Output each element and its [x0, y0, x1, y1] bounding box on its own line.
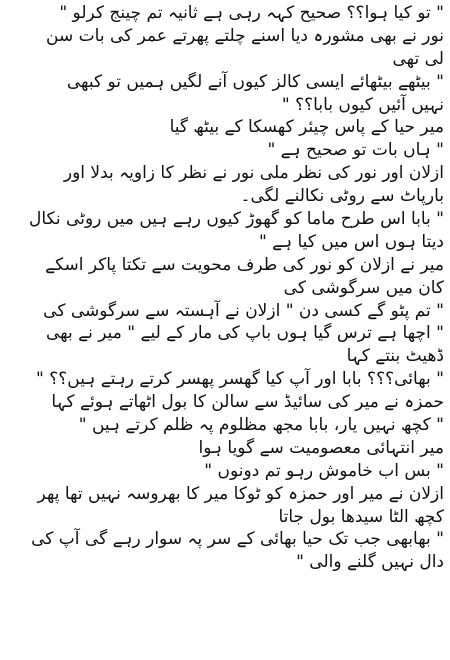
- text-line: کچھ الٹا سیدھا بول جاتا: [278, 506, 444, 527]
- text-line: بارپاٹ سے روٹی نکالنے لگی۔: [240, 186, 444, 207]
- text-line: " اچھا ہے ترس گیا ہوں باپ کی مار کے لیے " میر نے بھی: [46, 323, 444, 344]
- text-line: حمزہ نے میر کی سائیڈ سے سالن کا بول اٹھاتے ہوئے کہا: [51, 392, 444, 413]
- text-line: " تو کیا ہوا؟؟ صحیح کہہ رہی ہے ثانیہ تم چینج کرلو ": [59, 3, 444, 23]
- text-line: " بس اب خاموش رہو تم دونوں ": [204, 460, 444, 481]
- text-line: میر حیا کے پاس چیئر کھسکا کے بیٹھ گیا: [169, 117, 444, 138]
- text-line: میر نے ازلان کو نور کی طرف محویت سے تکتا پاکر اسکے: [45, 254, 444, 275]
- text-line: کان میں سرگوشی کی: [283, 277, 444, 298]
- text-line: " بھائی؟؟؟ بابا اور آپ کیا گھسر پھسر کرتے رہتے ہیں؟؟ ": [36, 369, 444, 390]
- text-line: نور نے بھی مشورہ دیا اسنے چلتے پھرتے عمر کی بات سن: [46, 25, 444, 46]
- text-line: " کچھ نہیں یار، بابا مجھ مظلوم پہ ظلم کرتے ہیں ": [78, 415, 444, 436]
- text-line: ازلان اور نور کی نظر ملی نور نے نظر کا زاویہ بدلا اور: [63, 163, 444, 184]
- text-line: دیتا ہوں اس میں کیا ہے ": [258, 231, 444, 252]
- text-line: " تم پٹو گے کسی دن " ازلان نے آہستہ سے سرگوشی کی: [43, 300, 444, 321]
- text-line: نہیں آئیں کیوں بابا؟؟ ": [281, 94, 444, 115]
- text-line: لی تھی: [392, 48, 444, 69]
- text-line: " بیٹھے بیٹھائے ایسی کالز کیوں آنے لگیں ہمیں تو کبھی: [66, 71, 444, 92]
- text-line: ڈھیٹ بنتے کہا: [346, 346, 444, 367]
- text-line: میر انتہائی معصومیت سے گویا ہوا: [198, 437, 444, 458]
- text-line: " بابا اس طرح ماما کو گھوڑ کیوں رہے ہیں میں روٹی نکال: [28, 209, 444, 230]
- text-line: دال نہیں گلنے والی ": [296, 552, 444, 573]
- text-line: " بھابھی جب تک حیا بھائی کے سر پہ سوار رہے گی آپ کی: [31, 529, 444, 550]
- text-line: " ہاں بات تو صحیح ہے ": [267, 140, 444, 161]
- text-line: ازلان نے میر اور حمزہ کو ٹوکا میر کا بھروسہ نہیں تھا پھر: [37, 483, 444, 504]
